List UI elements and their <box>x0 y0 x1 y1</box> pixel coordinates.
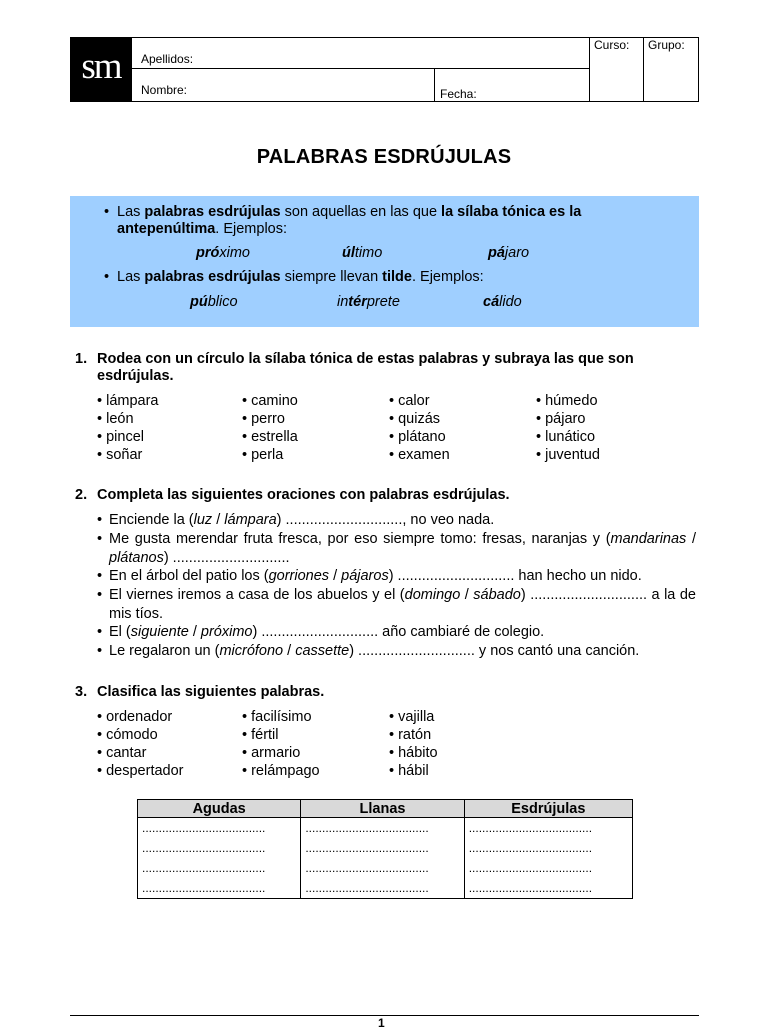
table-row <box>138 818 633 839</box>
rule-1-text: son aquellas en las que <box>280 204 442 220</box>
word-item: • juventud <box>536 447 600 463</box>
word-item: • ratón <box>389 727 432 743</box>
word-item: • hábito <box>389 745 438 761</box>
column-header-esdrujulas: Esdrújulas <box>464 800 632 818</box>
example-word: público <box>190 294 238 310</box>
bullet: • <box>104 269 110 285</box>
word-item: • fértil <box>242 727 279 743</box>
word-item: • ordenador <box>97 709 173 725</box>
rule-2-text: Las <box>117 269 145 285</box>
word-item: • león <box>97 411 134 427</box>
grupo-label: Grupo: <box>648 38 685 52</box>
word-item: • armario <box>242 745 301 761</box>
question-number: 1. <box>75 351 88 367</box>
word-item: • despertador <box>97 763 184 779</box>
word-column <box>389 708 438 780</box>
blank-cell[interactable]: ..................................... <box>301 838 464 858</box>
header-border-left <box>70 37 71 102</box>
word-item: • soñar <box>97 447 143 463</box>
question-text: Clasifica las siguientes palabras. <box>97 684 325 700</box>
header-divider-name <box>132 68 590 69</box>
question-text: Completa las siguientes oraciones con palabras esdrújulas. <box>97 487 510 503</box>
header-border-bottom <box>70 101 699 102</box>
rule-1-text: Las <box>117 204 145 220</box>
rule-1-bold: antepenúltima <box>117 221 216 237</box>
example-word: cálido <box>483 294 522 310</box>
rule-2 <box>104 269 677 286</box>
word-item: • perla <box>242 447 284 463</box>
word-item: • hábil <box>389 763 429 779</box>
curso-label: Curso: <box>594 38 630 52</box>
word-item: • pájaro <box>536 411 586 427</box>
question-text: Rodea con un círculo la sílaba tónica de estas palabras y subraya las que son esdrújulas. <box>97 351 634 384</box>
header-divider-curso <box>589 37 590 102</box>
example-word: pájaro <box>488 245 530 261</box>
bullet: • <box>97 643 103 659</box>
bullet: • <box>104 204 110 220</box>
word-item: • calor <box>389 393 430 409</box>
table-row <box>138 838 633 858</box>
word-column <box>536 392 600 464</box>
fecha-label: Fecha: <box>440 87 477 101</box>
word-column <box>242 708 320 780</box>
rule-2-text: . Ejemplos: <box>411 269 484 285</box>
word-item: • vajilla <box>389 709 435 725</box>
rule-2-bold: palabras esdrújulas <box>144 269 281 285</box>
rule-1-bold: palabras esdrújulas <box>144 204 281 220</box>
word-item: • cómodo <box>97 727 158 743</box>
blank-cell[interactable]: ..................................... <box>464 838 632 858</box>
word-item: • camino <box>242 393 298 409</box>
word-item: • húmedo <box>536 393 598 409</box>
blank-cell[interactable]: ..................................... <box>138 838 301 858</box>
blank-cell[interactable]: ..................................... <box>138 878 301 899</box>
bullet: • <box>97 512 103 528</box>
word-item: • quizás <box>389 411 441 427</box>
word-item: • perro <box>242 411 285 427</box>
header-divider-grupo <box>643 37 644 102</box>
bullet: • <box>97 624 103 640</box>
bullet: • <box>97 568 103 584</box>
rule-1 <box>104 204 677 238</box>
table-header-row <box>138 800 633 818</box>
nombre-label: Nombre: <box>141 83 188 97</box>
question-number: 3. <box>75 684 88 700</box>
blank-cell[interactable]: ..................................... <box>464 878 632 899</box>
header-divider-date <box>434 68 435 102</box>
table-row <box>138 858 633 878</box>
word-item: • relámpago <box>242 763 320 779</box>
example-word: último <box>342 245 383 261</box>
word-column <box>242 392 298 464</box>
word-item: • examen <box>389 447 450 463</box>
rule-1-bold: la sílaba tónica es la <box>441 204 582 220</box>
rule-2-bold: tilde <box>382 269 412 285</box>
blank-cell[interactable]: ..................................... <box>464 858 632 878</box>
blank-cell[interactable]: ..................................... <box>464 818 632 839</box>
word-item: • cantar <box>97 745 147 761</box>
bullet: • <box>97 587 103 603</box>
word-column <box>97 708 184 780</box>
blank-cell[interactable]: ..................................... <box>301 858 464 878</box>
rule-1-text: . Ejemplos: <box>215 221 288 237</box>
example-word: intérprete <box>337 294 400 310</box>
blank-cell[interactable]: ..................................... <box>301 818 464 839</box>
word-item: • estrella <box>242 429 298 445</box>
bullet: • <box>97 531 103 547</box>
word-column <box>97 392 159 464</box>
table-row <box>138 878 633 899</box>
header-border-right <box>698 37 699 102</box>
word-item: • plátano <box>389 429 446 445</box>
column-header-agudas: Agudas <box>138 800 301 818</box>
word-column <box>389 392 450 464</box>
blank-cell[interactable]: ..................................... <box>138 858 301 878</box>
word-item: • facilísimo <box>242 709 312 725</box>
word-item: • pincel <box>97 429 144 445</box>
blank-cell[interactable]: ..................................... <box>138 818 301 839</box>
page-number: 1 <box>378 1016 385 1030</box>
rule-2-text: siempre llevan <box>280 269 383 285</box>
classification-table <box>137 799 633 899</box>
question-number: 2. <box>75 487 88 503</box>
word-item: • lunático <box>536 429 596 445</box>
page-title: PALABRAS ESDRÚJULAS <box>256 146 512 168</box>
column-header-llanas: Llanas <box>301 800 464 818</box>
example-word: próximo <box>196 245 250 261</box>
apellidos-label: Apellidos: <box>141 52 194 66</box>
sm-logo: sm <box>70 37 132 102</box>
blank-cell[interactable]: ..................................... <box>301 878 464 899</box>
word-item: • lámpara <box>97 393 159 409</box>
